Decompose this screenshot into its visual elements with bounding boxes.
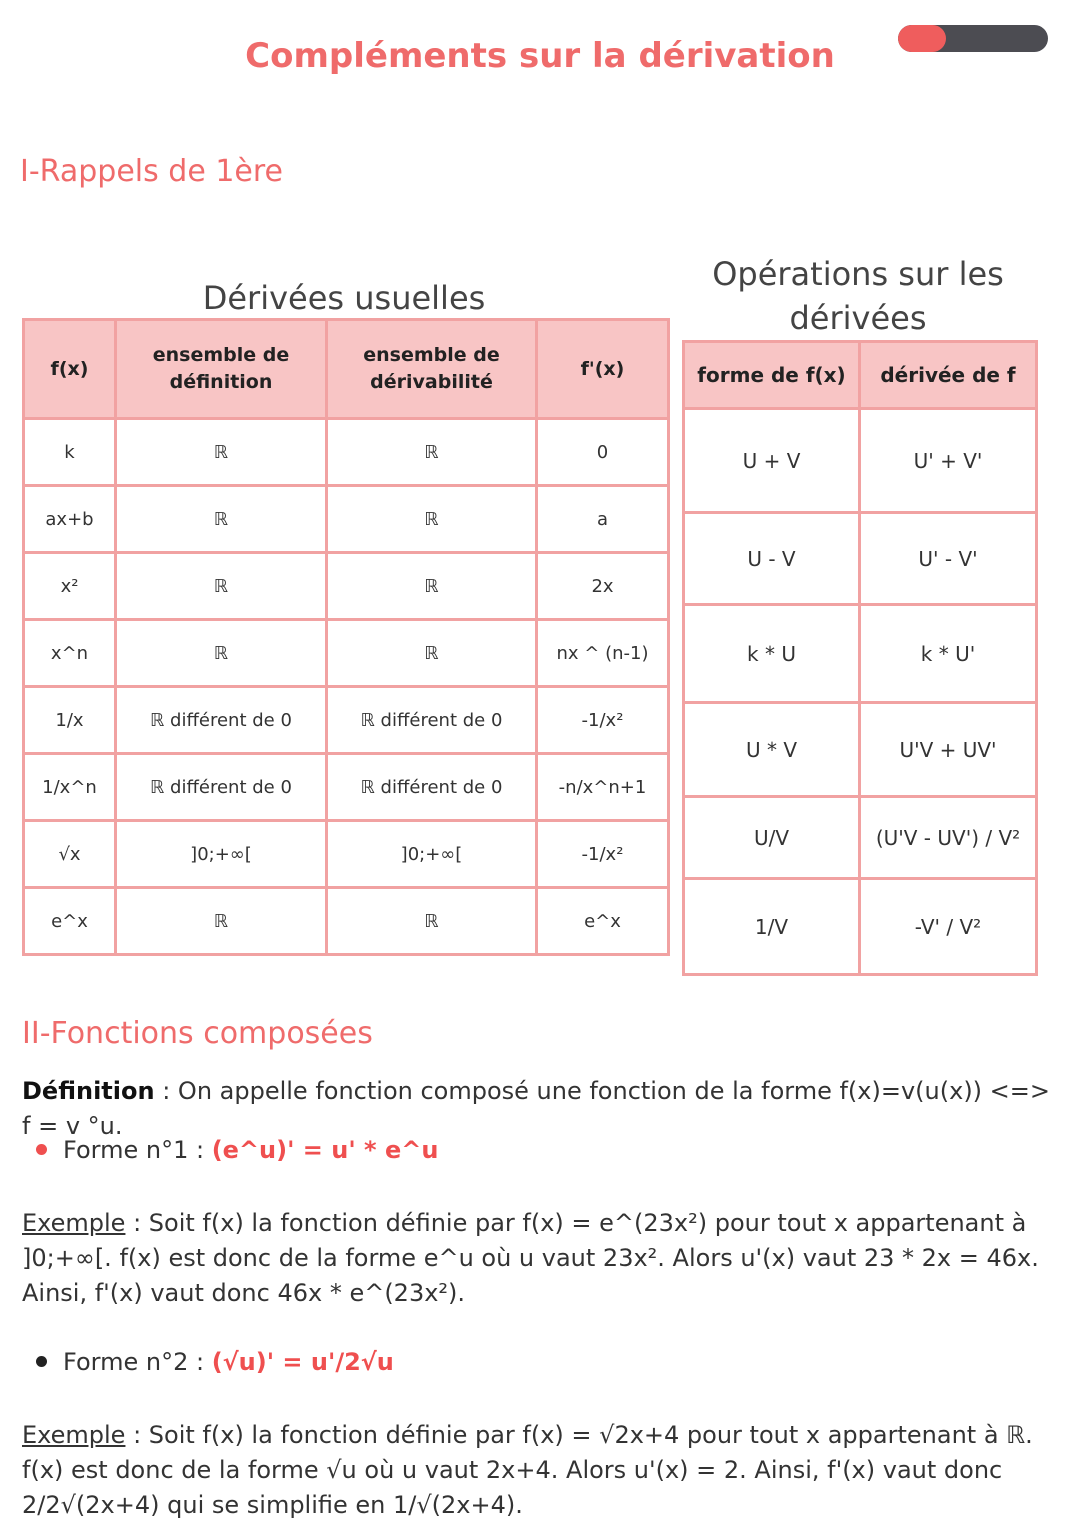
derivative-operations-table bbox=[682, 340, 1038, 976]
table-cell: x² bbox=[24, 553, 116, 620]
example1-label: Exemple bbox=[22, 1209, 126, 1237]
table-cell: nx ^ (n-1) bbox=[537, 620, 669, 687]
table-cell: ℝ bbox=[327, 486, 537, 553]
table-cell: -1/x² bbox=[537, 821, 669, 888]
table-row bbox=[24, 620, 669, 687]
table-cell: ℝ bbox=[116, 888, 327, 955]
header-form: forme de f(x) bbox=[684, 342, 860, 409]
table-cell: a bbox=[537, 486, 669, 553]
definition-paragraph bbox=[22, 1074, 1062, 1144]
section-heading-rappels: I-Rappels de 1ère bbox=[20, 154, 283, 189]
example2-text: : Soit f(x) la fonction définie par f(x) = √2x+4 pour tout x appartenant à ℝ. f(x) est donc de la forme √u où u vaut 2x+4. Alors u'(x) = 2. Ainsi, f'(x) vaut donc 2/2√(2x+4) qui se simplifie en 1/√(2x+4). bbox=[22, 1421, 1033, 1519]
operations-caption: Opérations sur les dérivées bbox=[712, 255, 1004, 337]
table-cell: ℝ bbox=[327, 888, 537, 955]
table-row bbox=[684, 703, 1037, 797]
table-row bbox=[24, 553, 669, 620]
table-cell: ℝ bbox=[116, 553, 327, 620]
header-domain: ensemble de définition bbox=[116, 320, 327, 419]
table-row bbox=[684, 879, 1037, 975]
table-cell: 1/x bbox=[24, 687, 116, 754]
table-cell: U + V bbox=[684, 409, 860, 513]
table-row bbox=[24, 754, 669, 821]
table-cell: -1/x² bbox=[537, 687, 669, 754]
table-cell: ℝ bbox=[327, 419, 537, 486]
page-title: Compléments sur la dérivation bbox=[245, 36, 835, 76]
table-cell: U/V bbox=[684, 797, 860, 879]
table-cell: ℝ différent de 0 bbox=[116, 687, 327, 754]
table-row bbox=[24, 821, 669, 888]
table-cell: k bbox=[24, 419, 116, 486]
bullet-icon bbox=[36, 1356, 47, 1367]
table-cell: 0 bbox=[537, 419, 669, 486]
header-derivability: ensemble de dérivabilité bbox=[327, 320, 537, 419]
form1-bullet bbox=[36, 1136, 438, 1164]
form2-bullet bbox=[36, 1348, 394, 1376]
table-cell: ℝ bbox=[327, 553, 537, 620]
form1-formula: (e^u)' = u' * e^u bbox=[211, 1136, 439, 1164]
table-cell: 1/x^n bbox=[24, 754, 116, 821]
table-cell: x^n bbox=[24, 620, 116, 687]
table-cell: ℝ différent de 0 bbox=[116, 754, 327, 821]
table-cell: -n/x^n+1 bbox=[537, 754, 669, 821]
table-cell: 2x bbox=[537, 553, 669, 620]
table-cell: (U'V - UV') / V² bbox=[860, 797, 1037, 879]
table-cell: U' - V' bbox=[860, 513, 1037, 605]
usual-derivatives-caption: Dérivées usuelles bbox=[202, 279, 486, 317]
table-cell: 1/V bbox=[684, 879, 860, 975]
usual-derivatives-table bbox=[22, 318, 670, 956]
table-cell: ax+b bbox=[24, 486, 116, 553]
table-row bbox=[684, 513, 1037, 605]
table-cell: ℝ différent de 0 bbox=[327, 754, 537, 821]
table-cell: U * V bbox=[684, 703, 860, 797]
table-cell: ℝ bbox=[116, 419, 327, 486]
table-row bbox=[684, 605, 1037, 703]
table-cell: e^x bbox=[537, 888, 669, 955]
table-row bbox=[684, 409, 1037, 513]
table-cell: ]0;+∞[ bbox=[327, 821, 537, 888]
definition-text: : On appelle fonction composé une fonction de la forme f(x)=v(u(x)) <=> f = v °u. bbox=[22, 1077, 1050, 1140]
progress-bar bbox=[898, 25, 1048, 52]
table-header-row bbox=[24, 320, 669, 419]
definition-label: Définition bbox=[22, 1077, 155, 1105]
table-row bbox=[24, 888, 669, 955]
example2-label: Exemple bbox=[22, 1421, 126, 1449]
table-cell: √x bbox=[24, 821, 116, 888]
header-fx: f(x) bbox=[24, 320, 116, 419]
table-cell: U - V bbox=[684, 513, 860, 605]
form1-label: Forme n°1 : bbox=[63, 1136, 212, 1164]
example1-paragraph bbox=[22, 1206, 1062, 1311]
table-cell: k * U' bbox=[860, 605, 1037, 703]
form2-label: Forme n°2 : bbox=[63, 1348, 212, 1376]
table-cell: e^x bbox=[24, 888, 116, 955]
progress-fill bbox=[898, 25, 946, 52]
table-row bbox=[24, 419, 669, 486]
table-row bbox=[24, 687, 669, 754]
table-header-row bbox=[684, 342, 1037, 409]
table-cell: -V' / V² bbox=[860, 879, 1037, 975]
table-cell: ℝ bbox=[327, 620, 537, 687]
table-cell: k * U bbox=[684, 605, 860, 703]
table-cell: U' + V' bbox=[860, 409, 1037, 513]
section-heading-composed-functions: II-Fonctions composées bbox=[22, 1016, 373, 1051]
table-cell: ℝ différent de 0 bbox=[327, 687, 537, 754]
table-cell: ℝ bbox=[116, 620, 327, 687]
header-derivative-of-f: dérivée de f bbox=[860, 342, 1037, 409]
example2-paragraph bbox=[22, 1418, 1062, 1523]
bullet-icon bbox=[36, 1144, 47, 1155]
table-cell: ℝ bbox=[116, 486, 327, 553]
example1-text: : Soit f(x) la fonction définie par f(x) = e^(23x²) pour tout x appartenant à ]0;+∞[. f(x) est donc de la forme e^u où u vaut 23x². Alors u'(x) vaut 23 * 2x = 46x. Ainsi, f'(x) vaut donc 46x * e^(23x²). bbox=[22, 1209, 1039, 1307]
table-row bbox=[24, 486, 669, 553]
table-row bbox=[684, 797, 1037, 879]
header-derivative: f'(x) bbox=[537, 320, 669, 419]
form2-formula: (√u)' = u'/2√u bbox=[211, 1348, 394, 1376]
table-cell: ]0;+∞[ bbox=[116, 821, 327, 888]
table-cell: U'V + UV' bbox=[860, 703, 1037, 797]
